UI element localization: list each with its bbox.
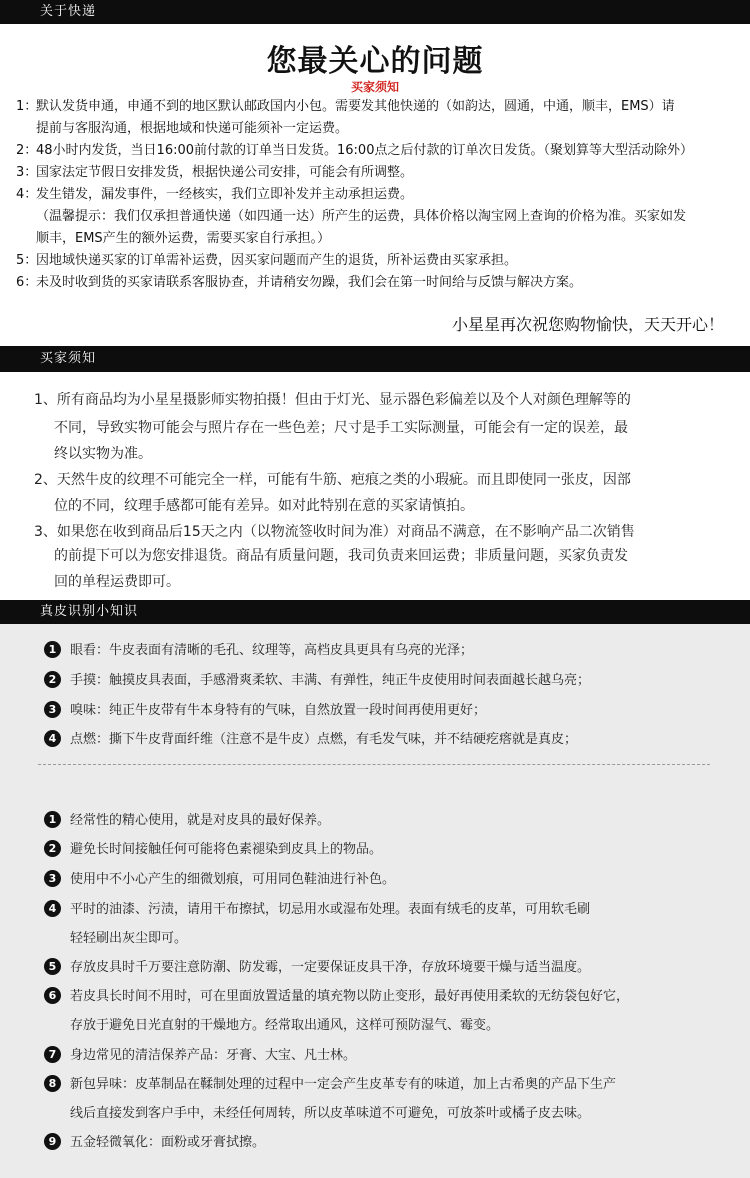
care-item-4-cont: 轻轻刷出灰尘即可。 (70, 931, 188, 946)
faq-item-4-note: （温馨提示：我们仅承担普通快递（如四通一达）所产生的运费，具体价格以淘宝网上查询的价格为准。买家如发 (36, 209, 687, 224)
faq-item-4-note-cont: 顺丰，EMS产生的额外运费，需要买家自行承担。） (36, 231, 331, 246)
number-badge: 4 (44, 900, 61, 917)
section-header-label: 真皮识别小知识 (40, 604, 139, 619)
faq-item-3: 3：国家法定节假日安排发货，根据快递公司安排，可能会有所调整。 (16, 165, 414, 180)
notice-item-1-cont: 终以实物为准。 (54, 446, 152, 462)
section-header-label: 关于快递 (40, 4, 97, 19)
notice-item-1: 1、所有商品均为小星星摄影师实物拍摄！但由于灯光、显示器色彩偏差以及个人对颜色理解等的 (34, 392, 631, 408)
number-badge: 9 (44, 1133, 61, 1150)
faq-item-6: 6：未及时收到货的买家请联系客服协查，并请稍安勿躁，我们会在第一时间给与反馈与解决方案。 (16, 275, 583, 290)
number-badge: 1 (44, 641, 61, 658)
faq-item-2: 2：48小时内发货，当日16:00前付款的订单当日发货。16:00点之后付款的订单次日发货。（聚划算等大型活动除外） (16, 143, 693, 158)
section-header-delivery (0, 0, 750, 24)
number-badge: 2 (44, 840, 61, 857)
care-item-7: 7 身边常见的清洁保养产品：牙膏、大宝、凡士林。 (44, 1045, 356, 1067)
slogan: 小星星再次祝您购物愉快，天天开心！ (451, 315, 724, 334)
care-item-3: 3 使用中不小心产生的细微划痕，可用同色鞋油进行补色。 (44, 869, 395, 891)
notice-item-1-cont: 不同，导致实物可能会与照片存在一些色差；尺寸是手工实际测量，可能会有一定的误差，最 (54, 420, 628, 436)
care-item-4: 4 平时的油漆、污渍，请用干布擦拭，切忌用水或湿布处理。表面有绒毛的皮革，可用软毛刷 (44, 899, 590, 921)
identify-item-2: 2 手摸：触摸皮具表面，手感滑爽柔软、丰满、有弹性，纯正牛皮使用时间表面越长越乌亮； (44, 670, 590, 692)
page-title: 您最关心的问题 (266, 44, 484, 79)
notice-item-3-cont: 的前提下可以为您安排退货。商品有质量问题，我司负责来回运费；非质量问题，买家负责发 (54, 548, 628, 564)
number-badge: 8 (44, 1075, 61, 1092)
section-header-label: 买家须知 (40, 351, 97, 366)
number-badge: 4 (44, 730, 61, 747)
notice-item-2: 2、天然牛皮的纹理不可能完全一样，可能有牛筋、疤痕之类的小瑕疵。而且即使同一张皮，因部 (34, 472, 631, 488)
number-badge: 3 (44, 701, 61, 718)
identify-item-4: 4 点燃：撕下牛皮背面纤维（注意不是牛皮）点燃，有毛发气味，并不结硬疙瘩就是真皮； (44, 729, 577, 751)
notice-item-3-cont: 回的单程运费即可。 (54, 574, 180, 590)
care-item-2: 2 避免长时间接触任何可能将色素褪染到皮具上的物品。 (44, 839, 382, 861)
page-subtitle: 买家须知 (350, 80, 399, 94)
care-item-8: 8 新包异味：皮革制品在鞣制处理的过程中一定会产生皮革专有的味道，加上古希奥的产品下生产 (44, 1074, 616, 1096)
notice-item-2-cont: 位的不同，纹理手感都可能有差异。如对此特别在意的买家请慎拍。 (54, 498, 474, 514)
number-badge: 1 (44, 811, 61, 828)
identify-item-1: 1 眼看：牛皮表面有清晰的毛孔、纹理等，高档皮具更具有乌亮的光泽； (44, 640, 473, 662)
number-badge: 6 (44, 987, 61, 1004)
number-badge: 7 (44, 1046, 61, 1063)
faq-item-1: 1：默认发货申通，申通不到的地区默认邮政国内小包。需要发其他快递的（如韵达，圆通，中通，顺丰，EMS）请 (16, 99, 675, 114)
care-item-9: 9 五金轻微氧化：面粉或牙膏拭擦。 (44, 1132, 265, 1154)
care-item-8-cont: 线后直接发到客户手中，未经任何周转，所以皮革味道不可避免，可放茶叶或橘子皮去味。 (70, 1106, 591, 1121)
care-item-6-cont: 存放于避免日光直射的干燥地方。经常取出通风，这样可预防湿气、霉变。 (70, 1018, 500, 1033)
care-item-5: 5 存放皮具时千万要注意防潮、防发霉，一定要保证皮具干净，存放环境要干燥与适当温度。 (44, 957, 590, 979)
number-badge: 3 (44, 870, 61, 887)
section-header-leather (0, 600, 750, 624)
notice-item-3: 3、如果您在收到商品后15天之内（以物流签收时间为准）对商品不满意，在不影响产品二次销售 (34, 524, 635, 540)
number-badge: 5 (44, 958, 61, 975)
care-item-6: 6 若皮具长时间不用时，可在里面放置适量的填充物以防止变形，最好再使用柔软的无纺袋包好它， (44, 986, 629, 1008)
dashed-divider (38, 764, 710, 765)
faq-item-4: 4：发生错发，漏发事件，一经核实，我们立即补发并主动承担运费。 (16, 187, 414, 202)
section-header-notice (0, 346, 750, 372)
identify-item-3: 3 嗅味：纯正牛皮带有牛本身特有的气味，自然放置一段时间再使用更好； (44, 700, 486, 722)
number-badge: 2 (44, 671, 61, 688)
faq-item-5: 5：因地域快递买家的订单需补运费，因买家问题而产生的退货，所补运费由买家承担。 (16, 253, 518, 268)
faq-item-1-cont: 提前与客服沟通，根据地域和快递可能须补一定运费。 (36, 121, 349, 136)
care-item-1: 1 经常性的精心使用，就是对皮具的最好保养。 (44, 810, 330, 832)
